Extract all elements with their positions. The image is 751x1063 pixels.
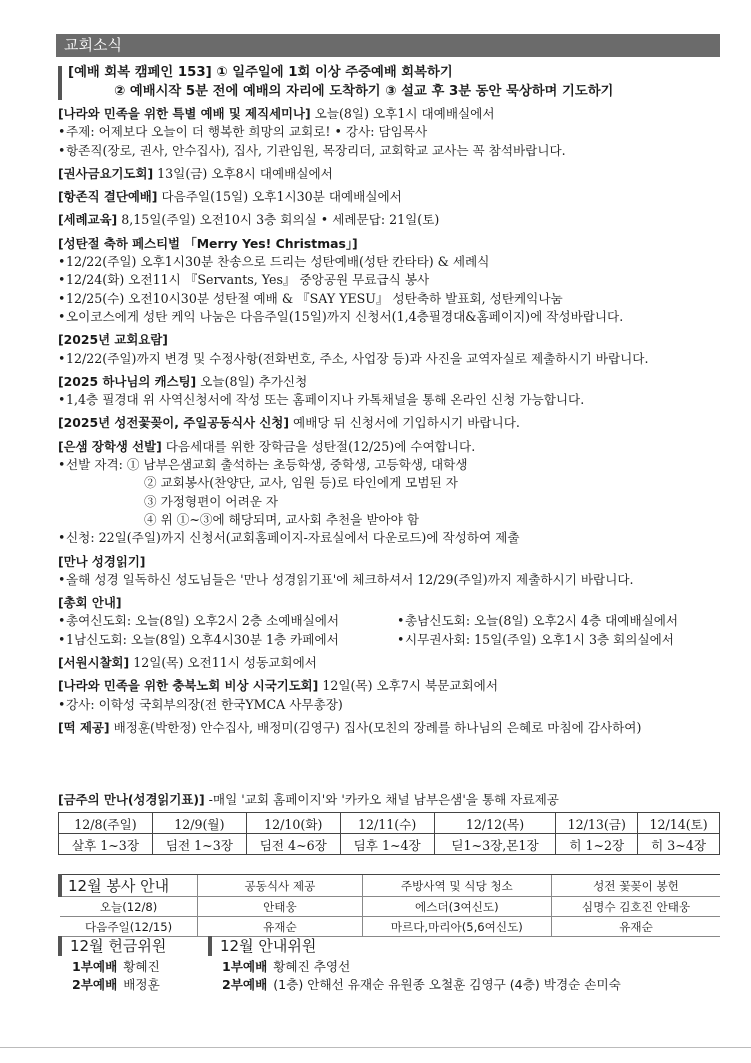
bullet-item: • 시무권사회: 15일(주일) 오후1시 3층 회의실에서 — [397, 631, 674, 649]
duty-row-label: 다음주일(12/15) — [60, 917, 198, 937]
weekly-heading: [금주의 만나(성경읽기표)] — [58, 792, 205, 807]
offering-row — [72, 958, 160, 976]
bullet-pair — [58, 631, 724, 649]
notice-info: 다음주일(15일) 오후1시30분 대예배실에서 — [157, 189, 402, 205]
notice-info: 예배당 뒤 신청서에 기입하시기 바랍니다. — [289, 415, 520, 431]
bullet-item: • 12/24(화) 오전11시 『Servants, Yes』 중앙공원 무료급식 봉사 — [58, 271, 724, 289]
criteria-item: ③ 가정형편이 어려운 자 — [144, 493, 279, 509]
notice-info: 배정훈(박한정) 안수집사, 배정미(김영구) 집사(모친의 장례를 하나님의 은혜로 마침에 감사하여) — [109, 719, 642, 735]
notice-heading: [만나 성경읽기] — [58, 553, 146, 569]
notice-heading: [총회 안내] — [58, 595, 122, 611]
bullet-item: • 총여신도회: 오늘(8일) 오후2시 2층 소예배실에서 — [58, 612, 397, 630]
duty-col-header: 주방사역 및 식당 청소 — [362, 875, 551, 897]
usher-row — [222, 958, 350, 976]
weekly-info: -매일 '교회 홈페이지'와 '카카오 채널 남부은샘'을 통해 자료제공 — [204, 792, 559, 807]
day-cell: 12/9(월) — [152, 813, 246, 834]
weekly-reading-title — [58, 791, 559, 809]
usher-title: 12월 안내위원 — [208, 936, 316, 956]
reading-cell: 딤전 1~3장 — [152, 834, 246, 855]
notice-heading: [성탄절 축하 페스티벌 「Merry Yes! Christmas」] — [58, 235, 358, 251]
notice-hangjon — [58, 188, 724, 206]
day-cell: 12/13(금) — [556, 813, 638, 834]
notice-heading: [세례교육] — [58, 212, 118, 228]
criteria-item: ④ 위 ①~③에 해당되며, 교사회 추천을 받아야 함 — [144, 511, 420, 527]
names: (1층) 안해선 유재순 유원종 오철훈 김영구 (4층) 박경순 손미숙 — [273, 977, 621, 992]
notice-heading: [나라와 민족을 위한 특별 예배 및 제직세미나] — [58, 106, 311, 121]
notice-info: 13일(금) 오후8시 대예배실에서 — [153, 165, 333, 181]
offering-row — [72, 976, 160, 994]
reading-cell: 살후 1~3장 — [59, 834, 153, 855]
notice-heading: [서원시찰회] — [58, 655, 130, 671]
bullet-item: • 신청: 22일(주일)까지 신청서(교회홈페이지-자료실에서 다운로드)에 작성하여 제출 — [58, 529, 724, 547]
notice-info: 8,15일(주일) 오전10시 3층 회의실 • 세례문답: 21일(토) — [117, 212, 440, 228]
reading-cell: 딤전 4~6장 — [246, 834, 340, 855]
bullet-item: • 총남신도회: 오늘(8일) 오후2시 4층 대예배실에서 — [397, 612, 678, 630]
news-content — [58, 63, 724, 737]
notice-chonghoe — [58, 594, 724, 612]
notice-heading: [권사금요기도회] — [58, 165, 154, 181]
campaign-line-1: [예배 회복 캠페인 153] ① 일주일에 1회 이상 주중예배 회복하기 — [68, 65, 453, 80]
duty-cell: 마르다,마리아(5,6여신도) — [362, 917, 551, 937]
notice-manna — [58, 553, 724, 571]
names: 황혜진 추영선 — [273, 959, 351, 974]
bullet-item: • 올해 성경 일독하신 성도님들은 '만나 성경읽기표'에 체크하셔서 12/29(주일)까지 제출하시기 바랍니다. — [58, 571, 724, 589]
bullet-item: • 12/22(주일) 오후1시30분 찬송으로 드리는 성탄예배(성탄 칸타타) & 세례식 — [58, 253, 724, 271]
service-label: 1부예배 — [222, 959, 268, 974]
notice-casting — [58, 373, 724, 391]
duty-cell: 심명수 김호진 안태웅 — [552, 897, 720, 917]
bullet-item: • 12/25(수) 오전10시30분 성탄절 예배 & 『SAY YESU』 성탄축하 발표회, 성탄케익나눔 — [58, 290, 724, 308]
bullet-item: • 주제: 어제보다 오늘이 더 행복한 희망의 교회로! • 강사: 담임목사 — [58, 123, 724, 141]
section-header: 교회소식 — [56, 34, 720, 57]
bullet-item: • 12/22(주일)까지 변경 및 수정사항(전화번호, 주소, 사업장 등)과 사진을 교역자실로 제출하시기 바랍니다. — [58, 350, 724, 368]
notice-christmas — [58, 235, 724, 253]
campaign-block — [58, 63, 724, 101]
campaign-line-2: ② 예배시작 5분 전에 예배의 자리에 도착하기 ③ 설교 후 3분 동안 묵상하며 기도하기 — [114, 84, 614, 99]
reading-cell: 딛1~3장,몬1장 — [434, 834, 556, 855]
weekly-days-row — [59, 813, 720, 834]
notice-heading: [나라와 민족을 위한 충북노회 비상 시국기도회] — [58, 678, 319, 694]
duty-cell: 안태웅 — [198, 897, 362, 917]
notice-kwonsa — [58, 165, 724, 183]
notice-heading: [2025 하나님의 캐스팅] — [58, 373, 197, 389]
weekly-reading-table — [58, 812, 720, 855]
notice-chungbuk — [58, 677, 724, 695]
service-label: 2부예배 — [222, 977, 268, 992]
reading-cell: 히 1~2장 — [556, 834, 638, 855]
day-cell: 12/12(목) — [434, 813, 556, 834]
service-label: 2부예배 — [72, 977, 118, 992]
notice-heading: [항존직 결단예배] — [58, 189, 158, 205]
bullet-item: • 오이코스에게 성탄 케익 나눔은 다음주일(15일)까지 신청서(1,4층필경대&홈페이지)에 작성바랍니다. — [58, 308, 724, 326]
duty-cell: 에스더(3여신도) — [362, 897, 551, 917]
notice-heading: [떡 제공] — [58, 719, 110, 735]
duty-col-header: 공동식사 제공 — [198, 875, 362, 897]
bullet-item: • 강사: 이학성 국회부의장(전 한국YMCA 사무총장) — [58, 696, 724, 714]
day-cell: 12/11(수) — [340, 813, 434, 834]
duty-row — [60, 917, 720, 937]
reading-cell: 히 3~4장 — [638, 834, 720, 855]
duty-col-header: 성전 꽃꽂이 봉헌 — [552, 875, 720, 897]
duty-cell: 유재순 — [198, 917, 362, 937]
criteria-item: ② 교회봉사(찬양단, 교사, 임원 등)로 타인에게 모범된 자 — [144, 475, 458, 491]
duty-row-label: 오늘(12/8) — [60, 897, 198, 917]
duty-title: 12월 봉사 안내 — [60, 875, 198, 897]
notice-rice — [58, 719, 724, 737]
notice-heading: [은샘 장학생 선발] — [58, 438, 162, 454]
service-label: 1부예배 — [72, 959, 118, 974]
notice-heading: [2025년 교회요람] — [58, 332, 168, 348]
notice-yoram — [58, 331, 724, 349]
day-cell: 12/8(주일) — [59, 813, 153, 834]
bullet-item: • 선발 자격: ① 남부은샘교회 출석하는 초등학생, 중학생, 고등학생, 대학생 — [58, 456, 724, 474]
usher-row — [222, 976, 621, 994]
names: 배정훈 — [123, 977, 160, 992]
reading-cell: 딤후 1~4장 — [340, 834, 434, 855]
notice-info: 12일(목) 오전11시 성동교회에서 — [129, 655, 317, 671]
notice-flowers — [58, 414, 724, 432]
day-cell: 12/14(토) — [638, 813, 720, 834]
names: 황혜진 — [123, 959, 160, 974]
notice-scholarship — [58, 438, 724, 456]
bullet-item: • 항존직(장로, 권사, 안수집사), 집사, 기관임원, 목장리더, 교회학교 교사는 꼭 참석바랍니다. — [58, 142, 724, 160]
notice-special — [58, 105, 724, 123]
bullet-item: • 1남신도회: 오늘(8일) 오후4시30분 1층 카페에서 — [58, 631, 397, 649]
duty-row — [60, 897, 720, 917]
notice-baptism — [58, 211, 724, 229]
day-cell: 12/10(화) — [246, 813, 340, 834]
offering-title: 12월 헌금위원 — [58, 936, 166, 956]
weekly-readings-row — [59, 834, 720, 855]
bullet-item: • 1,4층 필경대 위 사역신청서에 작성 또는 홈페이지나 카톡채널을 통해 온라인 신청 가능합니다. — [58, 391, 724, 409]
footer-divider — [0, 1047, 751, 1048]
notice-info: 오늘(8일) 추가신청 — [196, 373, 308, 389]
duty-header-row — [60, 875, 720, 897]
notice-info: 다음세대를 위한 장학금을 성탄절(12/25)에 수여합니다. — [161, 438, 476, 454]
notice-info: 오늘(8일) 오후1시 대예배실에서 — [310, 106, 495, 121]
bullet-pair — [58, 612, 724, 630]
duty-cell: 유재순 — [552, 917, 720, 937]
notice-info: 12일(목) 오후7시 북문교회에서 — [318, 678, 499, 694]
notice-seowon — [58, 654, 724, 672]
duty-table — [58, 874, 720, 937]
notice-heading: [2025년 성전꽃꽂이, 주일공동식사 신청] — [58, 415, 290, 431]
